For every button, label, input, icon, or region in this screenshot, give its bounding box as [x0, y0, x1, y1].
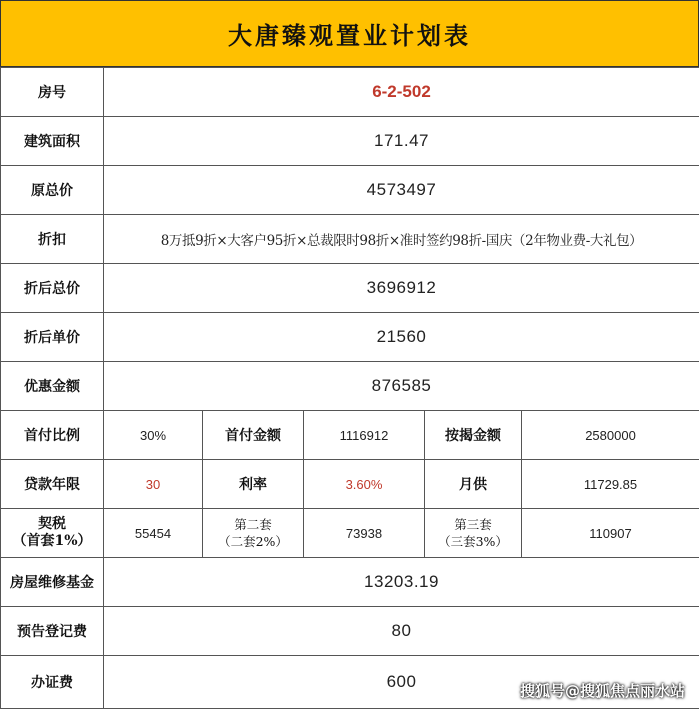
table-row: [1, 558, 699, 607]
original-total-value: 4573497: [104, 166, 699, 215]
tax-second-value: 73938: [304, 509, 425, 558]
room-label: 房号: [1, 68, 104, 117]
room-value: 6-2-502: [104, 68, 699, 117]
table-row: [1, 313, 699, 362]
area-value: 171.47: [104, 117, 699, 166]
mortgage-label: 按揭金额: [425, 411, 522, 460]
tax-first-label: [1, 509, 104, 558]
table-row: [1, 362, 699, 411]
tax-third-value: 110907: [522, 509, 699, 558]
discounted-unit-label: 折后单价: [1, 313, 104, 362]
loan-years-value: 30: [104, 460, 203, 509]
watermark: 搜狐号@搜狐焦点丽水站: [520, 680, 685, 701]
monthly-label: 月供: [425, 460, 522, 509]
rate-value: 3.60%: [304, 460, 425, 509]
tax-first-label-line1: 契税: [1, 516, 103, 533]
saving-label: 优惠金额: [1, 362, 104, 411]
maintenance-value: 13203.19: [104, 558, 699, 607]
saving-value: 876585: [104, 362, 699, 411]
table-row: [1, 166, 699, 215]
discounted-total-value: 3696912: [104, 264, 699, 313]
table-row: [1, 68, 699, 117]
discounted-total-label: 折后总价: [1, 264, 104, 313]
cert-fee-label: 办证费: [1, 656, 104, 709]
tax-third-label-line1: 第三套: [425, 516, 521, 533]
table-row: [1, 215, 699, 264]
table-row: [1, 509, 699, 558]
page-title: 大唐臻观置业计划表: [0, 0, 699, 67]
discounted-unit-value: 21560: [104, 313, 699, 362]
tax-first-value: 55454: [104, 509, 203, 558]
discount-value: 8万抵9折×大客户95折×总裁限时98折×准时签约98折-国庆（2年物业费-大礼包）: [104, 215, 699, 264]
tax-first-label-line2: （首套1%）: [1, 533, 103, 550]
table-row: [1, 607, 699, 656]
down-ratio-value: 30%: [104, 411, 203, 460]
presale-fee-value: 80: [104, 607, 699, 656]
table-row: [1, 264, 699, 313]
tax-third-label: [425, 509, 522, 558]
rate-label: 利率: [203, 460, 304, 509]
tax-second-label-line2: （二套2%）: [203, 533, 303, 550]
down-amount-label: 首付金额: [203, 411, 304, 460]
table-row: [1, 411, 699, 460]
down-amount-value: 1116912: [304, 411, 425, 460]
mortgage-value: 2580000: [522, 411, 699, 460]
table-row: [1, 117, 699, 166]
tax-second-label-line1: 第二套: [203, 516, 303, 533]
area-label: 建筑面积: [1, 117, 104, 166]
maintenance-label: 房屋维修基金: [1, 558, 104, 607]
presale-fee-label: 预告登记费: [1, 607, 104, 656]
table-row: [1, 460, 699, 509]
original-total-label: 原总价: [1, 166, 104, 215]
plan-table: [0, 67, 699, 709]
tax-second-label: [203, 509, 304, 558]
down-ratio-label: 首付比例: [1, 411, 104, 460]
monthly-value: 11729.85: [522, 460, 699, 509]
tax-third-label-line2: （三套3%）: [425, 533, 521, 550]
cert-fee-value: 600: [104, 656, 699, 709]
loan-years-label: 贷款年限: [1, 460, 104, 509]
discount-label: 折扣: [1, 215, 104, 264]
